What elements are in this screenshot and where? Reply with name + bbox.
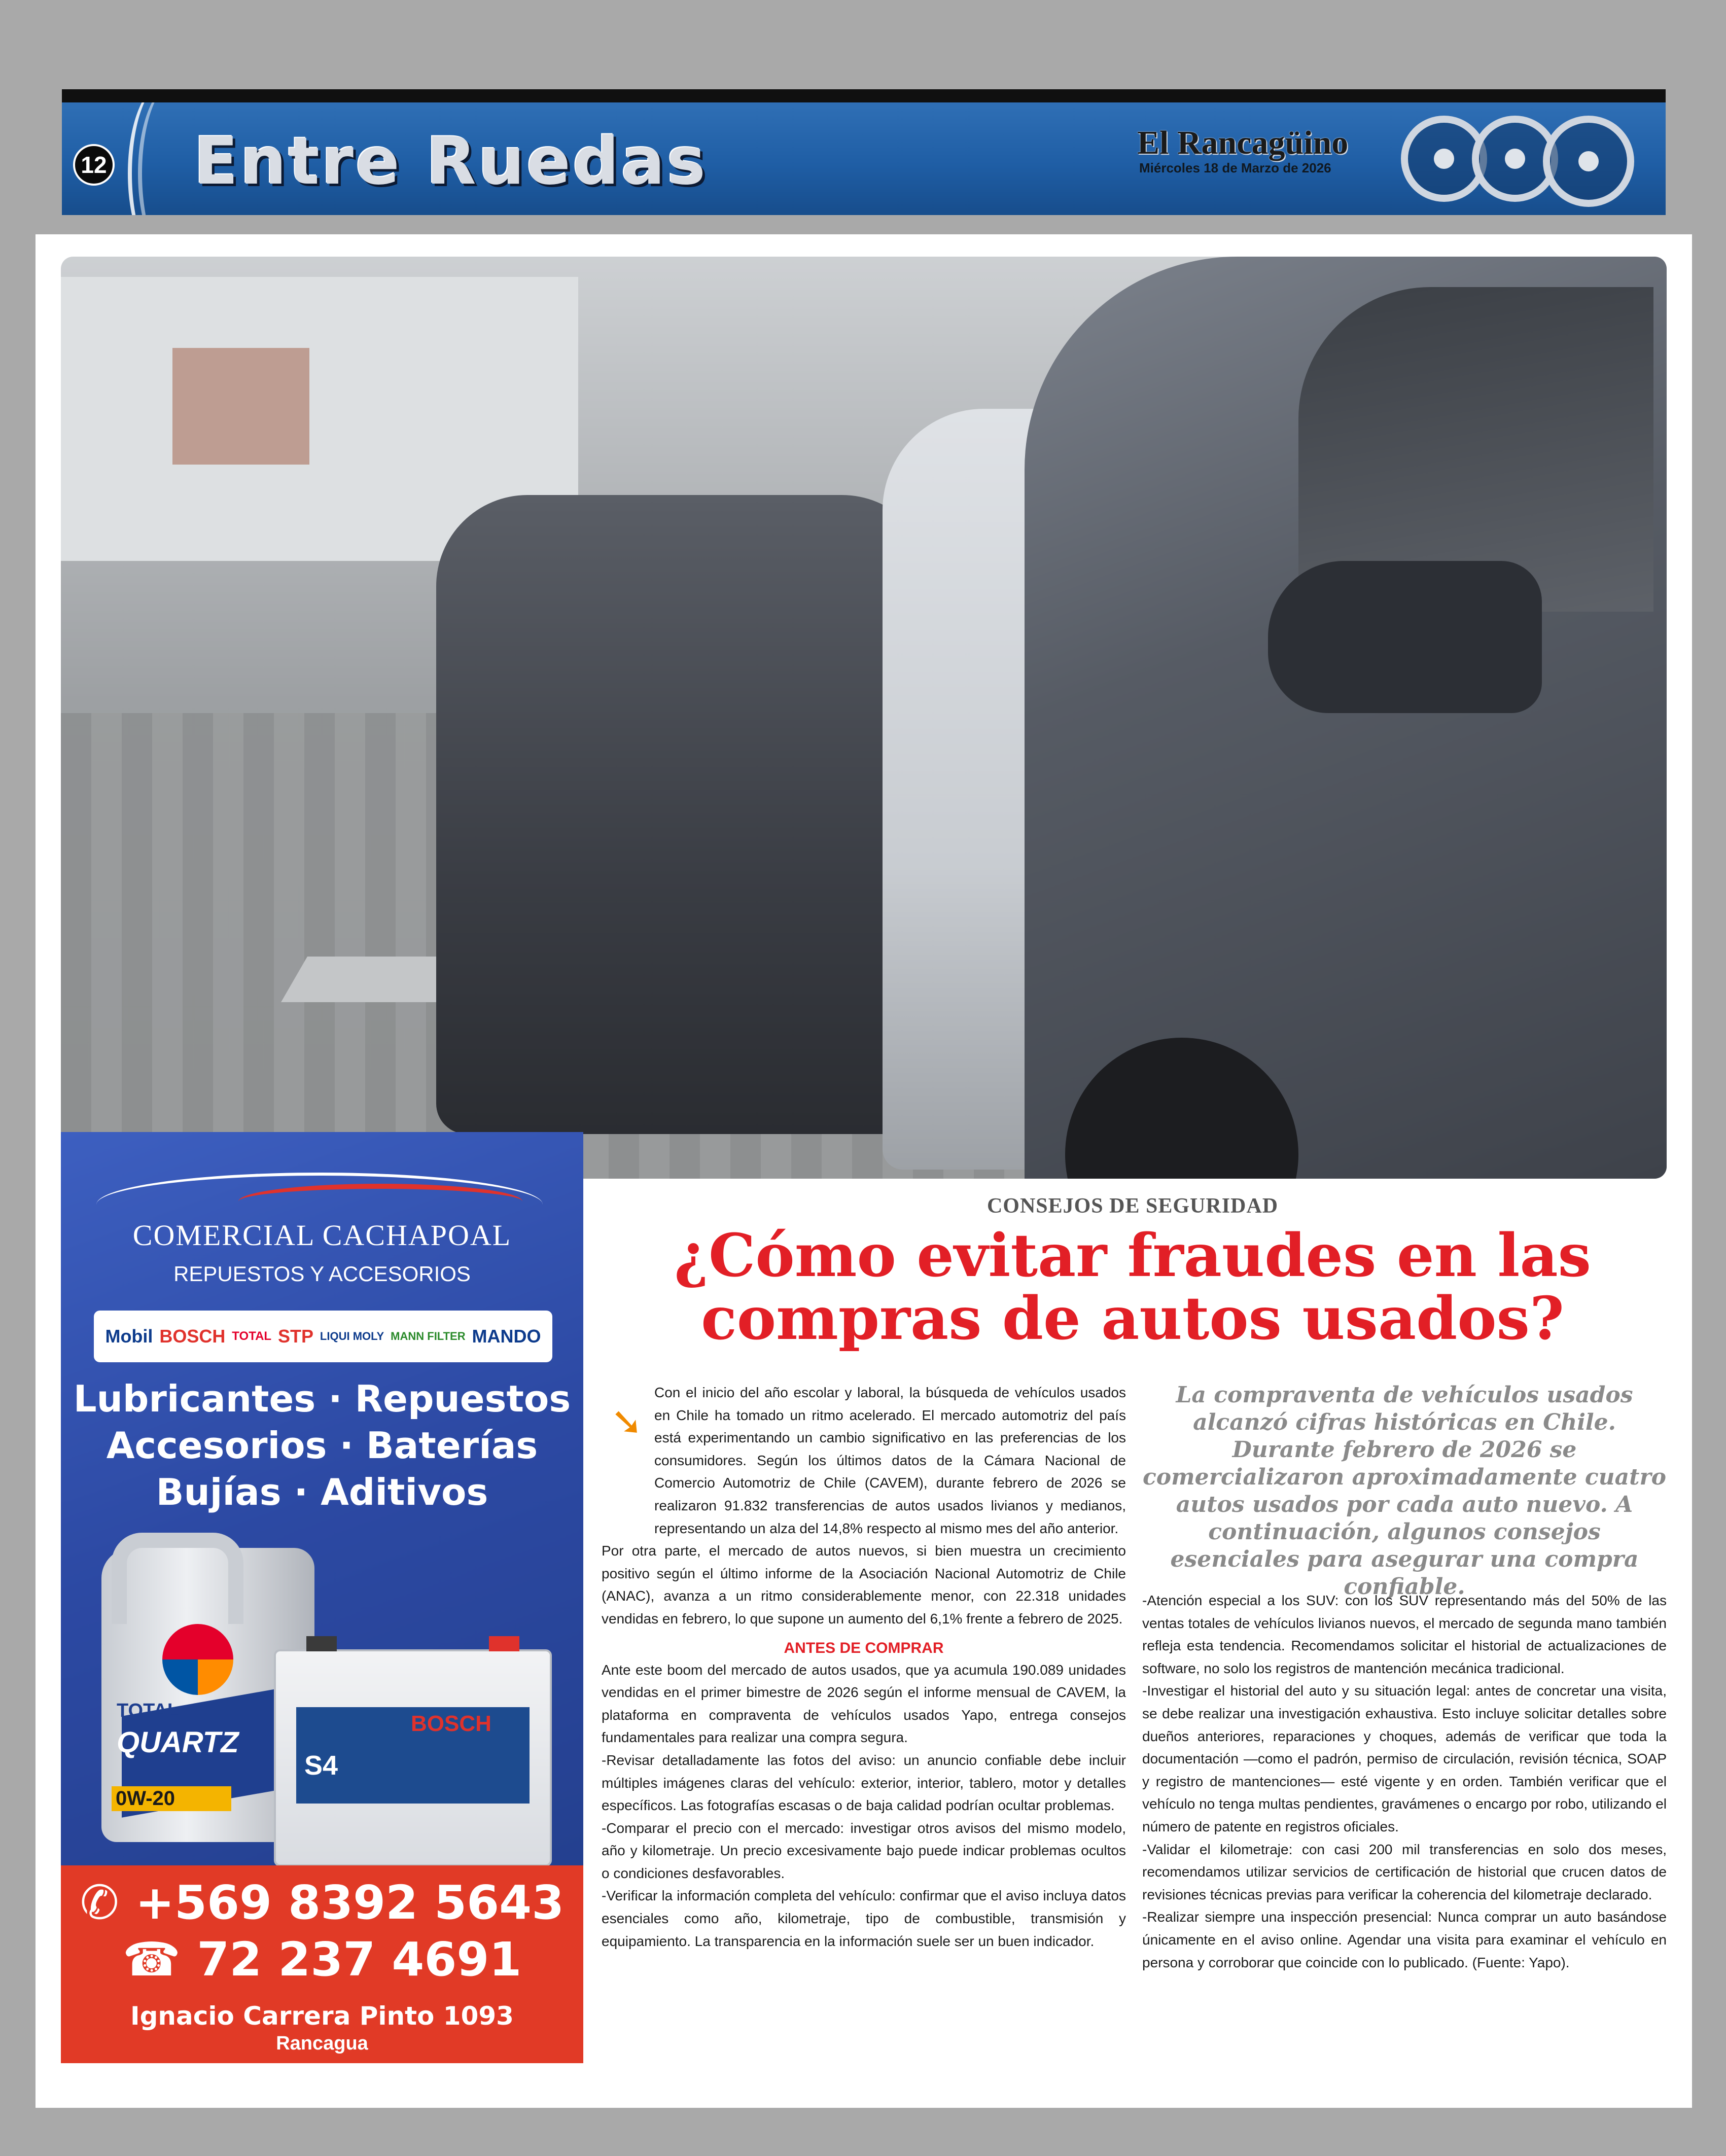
battery-terminal xyxy=(489,1636,519,1651)
ad-city: Rancagua xyxy=(276,2033,368,2054)
paragraph: -Verificar la información completa del vehículo: confirmar que el aviso incluya datos esenciales como año, kilometraje, tipo de combustible, transmisión y equipamiento. La transparencia en la información suele ser un buen indicador. xyxy=(602,1888,1126,1949)
dark-car xyxy=(436,495,933,1134)
ad-tagline: REPUESTOS Y ACCESORIOS xyxy=(173,1262,471,1286)
brand-logo: Mobil xyxy=(105,1326,153,1347)
ad-brand-strip xyxy=(94,1311,552,1362)
issue-date: Miércoles 18 de Marzo de 2026 xyxy=(1139,160,1331,175)
brand-logo: MANDO xyxy=(472,1326,541,1347)
ad-company-name: COMERCIAL CACHAPOAL xyxy=(132,1219,512,1252)
paragraph: Ante este boom del mercado de autos usados, que ya acumula 190.089 unidades vendidas en el primer bimestre de 2026 según el informe mensual de CAVEM, la plataforma en compraventa de vehículos usados Yapo, entrega consejos fundamentales para realizar una compra segura. xyxy=(602,1662,1126,1746)
ad-product-line: Bujías · Aditivos xyxy=(156,1471,488,1513)
paragraph: -Realizar siempre una inspección presencial: Nunca comprar un auto basándose únicamente en el aviso online. Agendar una visita para examinar el vehículo en persona y corroborar que coincide con lo publicado. (Fuente: Yapo). xyxy=(1142,1909,1667,1970)
brand-logo: LIQUI MOLY xyxy=(320,1330,384,1342)
paragraph: -Validar el kilometraje: con casi 200 mil transferencias en solo dos meses, recomendamos utilizar servicios de certificación de historial que crucen datos de revisiones técnicas previas para verificar la coherencia del kilometraje declarado. xyxy=(1142,1841,1667,1902)
article-column-right xyxy=(1142,1589,1667,1974)
article-column-left xyxy=(602,1382,1126,1953)
paragraph: -Atención especial a los SUV: con los SUV representando más del 50% de las ventas totales de vehículos livianos nuevos, el mercado de segunda mano también refleja esta tendencia. Recomendamos solicitar el historial de actualizaciones de software, no solo los registros de mantención mecánica tradicional. xyxy=(1142,1593,1667,1676)
battery-terminal xyxy=(306,1636,337,1651)
paragraph: -Comparar el precio con el mercado: investigar otros avisos del mismo modelo, año y kilometraje. Un precio excesivamente bajo puede indicar problemas ocultos o condiciones desfavorables. xyxy=(602,1820,1126,1881)
ad-product-list xyxy=(61,1375,583,1515)
phone-icon: ☎ xyxy=(122,1932,197,1987)
oil-name: QUARTZ xyxy=(117,1726,239,1759)
mobile-number: +569 8392 5643 xyxy=(135,1876,565,1930)
ad-car-accent xyxy=(238,1184,522,1219)
oil-handle xyxy=(112,1533,243,1624)
landline-phone[interactable] xyxy=(61,1932,583,1987)
whatsapp-phone[interactable] xyxy=(61,1876,583,1930)
whatsapp-icon: ✆ xyxy=(80,1876,135,1930)
battery-model: S4 xyxy=(304,1750,338,1781)
oil-grade: 0W-20 xyxy=(112,1786,231,1811)
ad-product-line: Lubricantes · Repuestos xyxy=(73,1377,571,1420)
wheel-icon xyxy=(1543,116,1634,207)
arrow-icon: ➘ xyxy=(611,1399,643,1444)
paragraph-text: Con el inicio del año escolar y laboral, la búsqueda de vehículos usados en Chile ha tomado un ritmo acelerado. El mercado automotriz del país está experimentando un cambio significativo en las preferencias de los consumidores. Según los últimos datos de la Cámara Nacional de Comercio Automotriz de Chile (CAVEM), durante febrero de 2026 se realizaron 91.832 transferencias de autos usados livianos y medianos, representando un alza del 14,8% respecto al mismo mes del año anterior. xyxy=(654,1385,1126,1536)
ad-contact-block xyxy=(61,1865,583,2063)
section-header xyxy=(62,89,1666,215)
masthead xyxy=(1137,124,1348,176)
subheading: ANTES DE COMPRAR xyxy=(784,1639,944,1656)
advertisement[interactable] xyxy=(61,1132,583,2063)
article-headline: ¿Cómo evitar fraudes en las compras de autos usados? xyxy=(674,1221,1591,1353)
brand-logo: TOTAL xyxy=(232,1329,272,1343)
ad-address: Ignacio Carrera Pinto 1093 xyxy=(130,2001,514,2031)
battery-brand: BOSCH xyxy=(411,1711,491,1736)
paragraph: Por otra parte, el mercado de autos nuevos, si bien muestra un crecimiento positivo según el último informe de la Asociación Nacional Automotriz de Chile (ANAC), avanza a un ritmo considerablemente menor, con 22.318 unidades vendidas en febrero, lo que supone un aumento del 6,1% frente a febrero de 2025. xyxy=(602,1543,1126,1627)
brand-logo: BOSCH xyxy=(159,1326,226,1347)
article-kicker: CONSEJOS DE SEGURIDAD xyxy=(987,1194,1279,1218)
brand-logo: STP xyxy=(277,1326,313,1347)
section-title: Entre Ruedas xyxy=(194,124,708,199)
side-mirror xyxy=(1268,561,1542,713)
paragraph: -Revisar detalladamente las fotos del aviso: un anuncio confiable debe incluir múltiples imágenes claras del vehículo: exterior, interior, tablero, motor y detalles específicos. Las fotografías escasas o de baja calidad podrían ocultar problemas. xyxy=(602,1752,1126,1814)
article-deck: La compraventa de vehículos usados alcanzó cifras históricas en Chile. Durante febrero de 2026 se comercializaron aproximadamente cuatro autos usados por cada auto nuevo. A continuación, algunos consejos esenciales para asegurar una compra confiable. xyxy=(1142,1382,1667,1600)
total-logo-icon xyxy=(162,1624,233,1695)
paragraph xyxy=(602,1382,1126,1540)
building-window xyxy=(172,348,309,465)
page-number: 12 xyxy=(73,144,115,186)
newspaper-name: El Rancagüino xyxy=(1137,124,1349,161)
paragraph: -Investigar el historial del auto y su situación legal: antes de concretar una visita, se debe realizar una investigación exhaustiva. Esto incluye solicitar detalles sobre dueños anteriores, reparaciones y choques, además de verificar que toda la documentación —como el padrón, permiso de circulación, revisión técnica, SOAP y registro de mantenciones— esté vigente y en orden. También verificar que el vehículo no tenga multas pendientes, gravámenes o encargo por robo, utilizando el número de patente en registros oficiales. xyxy=(1142,1683,1667,1834)
oil-brand: TOTAL xyxy=(117,1700,180,1721)
brand-logo: MANN FILTER xyxy=(391,1330,466,1342)
landline-number: 72 237 4691 xyxy=(197,1932,522,1987)
ad-product-line: Accesorios · Baterías xyxy=(106,1424,538,1467)
article-photo xyxy=(61,257,1667,1179)
